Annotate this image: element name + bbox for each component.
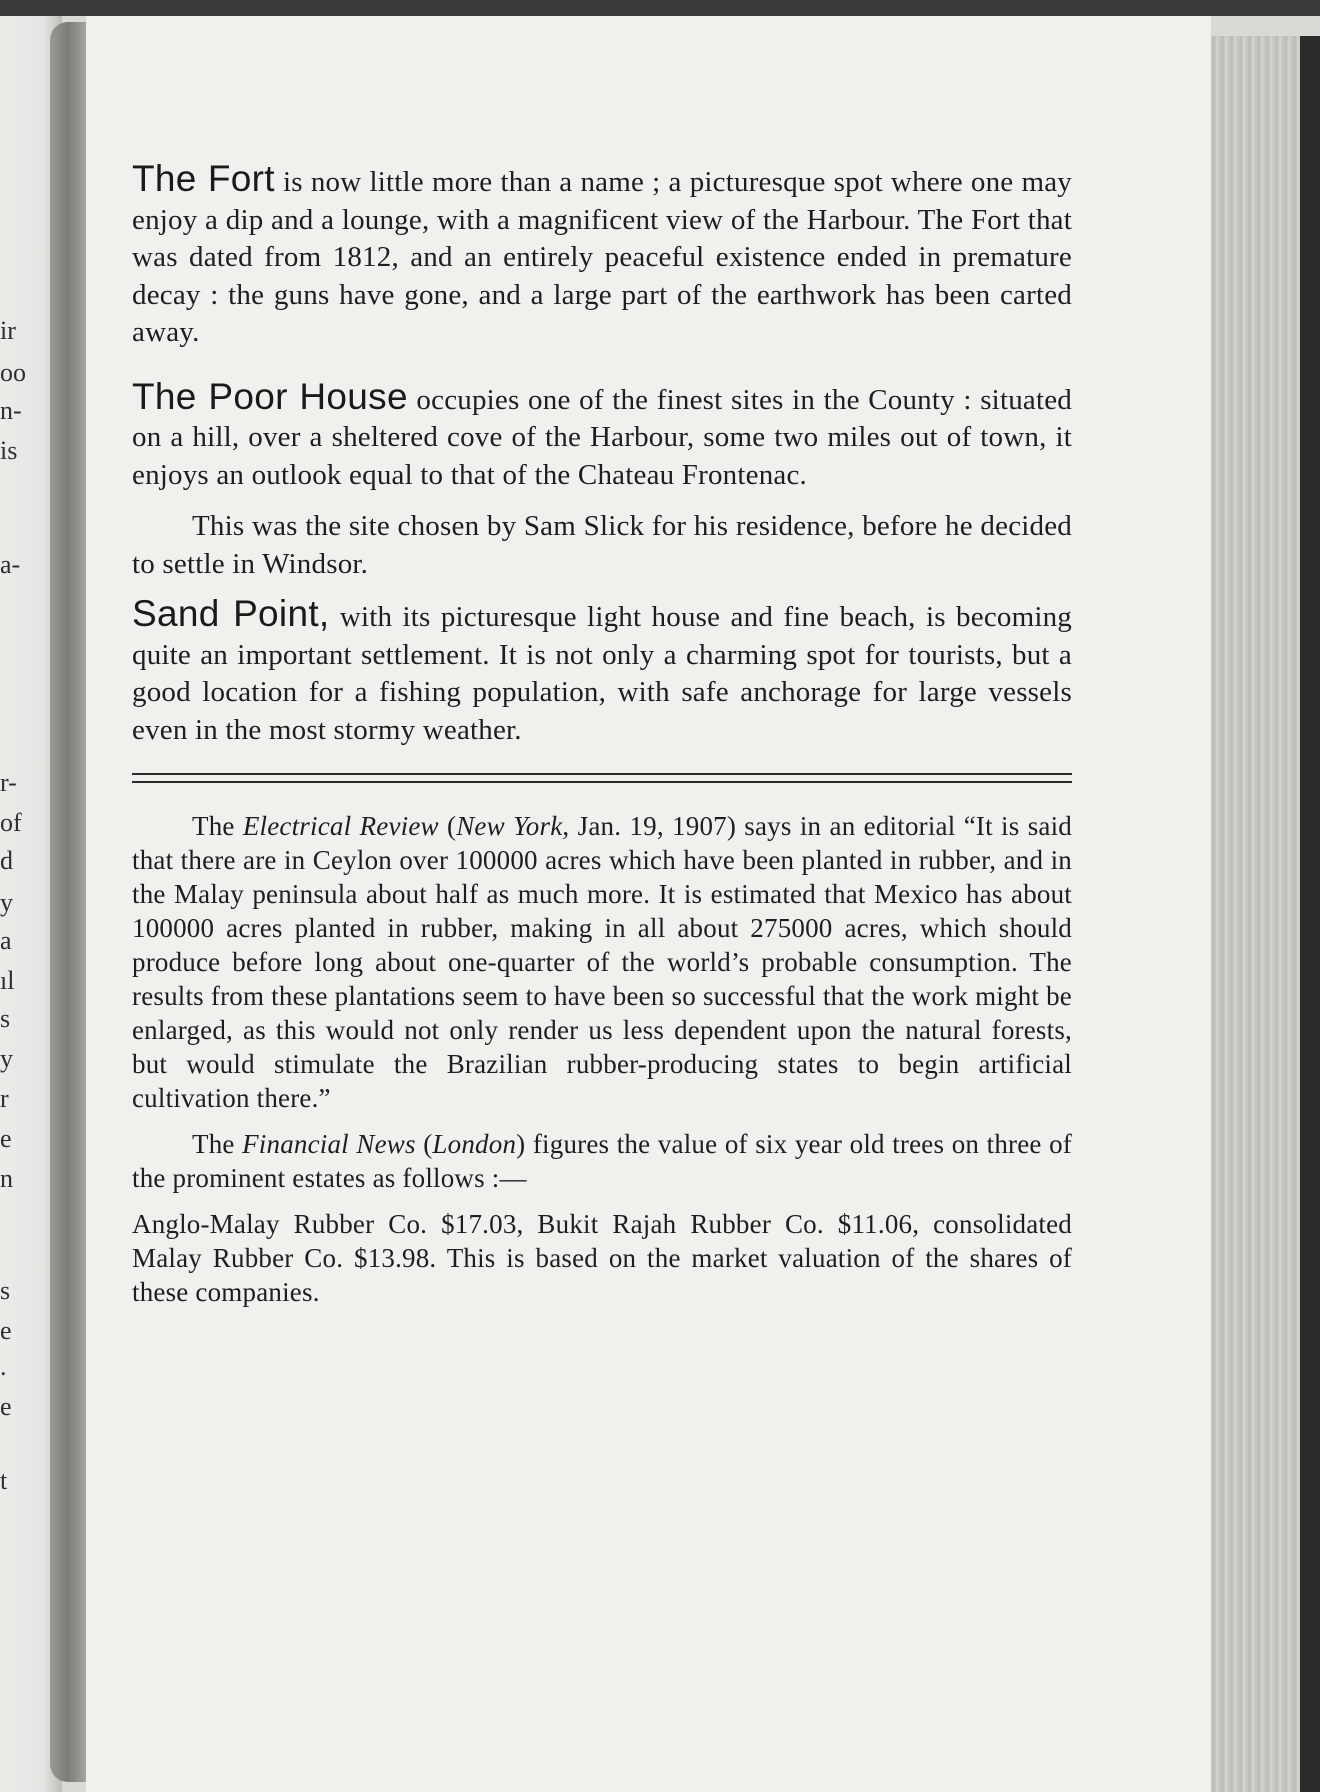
paragraph-sam-slick xyxy=(132,508,1072,583)
text-sam-slick: This was the site chosen by Sam Slick for his residence, before he decided to settle in Windsor. xyxy=(132,510,1072,580)
left-page-fragment: r- xyxy=(0,768,17,797)
page-content xyxy=(132,160,1072,1309)
text-paren: ( xyxy=(415,1129,433,1159)
text-fort: is now little more than a name ; a picturesque spot where one may enjoy a dip and a lounge, with a magnificent view of the Harbour. The Fort that was dated from 1812, and an entirely peaceful existence ended in premature decay : the guns have gone, and a large part of the earthwork has been carted away. xyxy=(132,166,1072,348)
heading-fort: The Fort xyxy=(132,158,275,199)
left-page-fragment: r xyxy=(0,1084,9,1113)
heading-poor-house: The Poor House xyxy=(132,375,408,417)
left-page-fragment: a xyxy=(0,926,12,955)
left-page-fragment: e xyxy=(0,1392,12,1421)
paragraph-electrical-review xyxy=(132,809,1072,1115)
publication-electrical-review: Electrical Review xyxy=(242,811,439,841)
place-new-york: New York xyxy=(456,811,563,841)
paragraph-sand-point xyxy=(132,595,1072,749)
left-page-fragment: y xyxy=(0,888,13,917)
left-page-fragment: s xyxy=(0,1004,11,1033)
left-page-fragment: e xyxy=(0,1316,12,1345)
paragraph-fort xyxy=(132,160,1072,352)
text-poor-house: occupies one of the finest sites in the County : situated on a hill, over a sheltered cove of the Harbour, some two miles out of town, it enjoys an outlook equal to that of the Chateau Frontenac. xyxy=(132,383,1072,491)
left-page-fragment: e xyxy=(0,1124,12,1153)
publication-financial-news: Financial News xyxy=(242,1129,416,1159)
book-cover-edge xyxy=(1300,36,1320,1792)
left-page-fragment: n- xyxy=(0,396,22,425)
text-pre: The xyxy=(192,811,243,841)
text-financial-news: ) figures the value of six year old trees on three of the prominent estates as follows :— xyxy=(132,1129,1072,1193)
place-london: London xyxy=(432,1129,517,1159)
left-page-fragment: oo xyxy=(0,358,26,387)
left-page-fragment: d xyxy=(0,846,13,875)
paragraph-financial-news xyxy=(132,1127,1072,1195)
double-rule-divider xyxy=(132,773,1072,783)
text-valuations: Anglo-Malay Rubber Co. $17.03, Bukit Rajah Rubber Co. $11.06, consolidated Malay Rubber Co. $13.98. This is based on the market valuation of the shares of these companies. xyxy=(132,1209,1072,1307)
paragraph-valuations xyxy=(132,1207,1072,1309)
left-page-fragment: of xyxy=(0,808,22,837)
left-page-fragment: n xyxy=(0,1164,13,1193)
left-page-fragment: a- xyxy=(0,550,21,579)
top-edge xyxy=(0,0,1320,16)
left-page-fragment: y xyxy=(0,1044,13,1073)
paragraph-poor-house xyxy=(132,375,1072,495)
left-page-fragment: t xyxy=(0,1466,8,1495)
left-page-fragment: . xyxy=(0,1352,7,1381)
left-page-fragment: is xyxy=(0,436,18,465)
text-electrical-review: , Jan. 19, 1907) says in an editorial “It is said that there are in Ceylon over 100000 acres which have been planted in rubber, and in the Malay peninsula about half as much more. It is estimated that Mexico has about 100000 acres planted in rubber, making in all about 275000 acres, which should produce before long about one-quarter of the world’s probable consumption. The results from these plantations seem to have been so successful that the work might be enlarged, as this would not only render us less dependent upon the natural forests, but would stimulate the Brazilian rubber-producing states to begin artificial cultivation there.” xyxy=(132,811,1073,1113)
text-paren: ( xyxy=(438,811,457,841)
text-pre: The xyxy=(192,1129,243,1159)
text-sand-point: with its picturesque light house and fine beach, is becoming quite an important settlement. It is not only a charming spot for tourists, but a good location for a fishing population, with safe anchorage for large vessels even in the most stormy weather. xyxy=(132,601,1073,746)
left-page-fragment: ir xyxy=(0,316,16,345)
left-page-fragment: s xyxy=(0,1276,11,1305)
left-page-fragment: ıl xyxy=(0,966,15,995)
heading-sand-point: Sand Point, xyxy=(132,593,330,634)
